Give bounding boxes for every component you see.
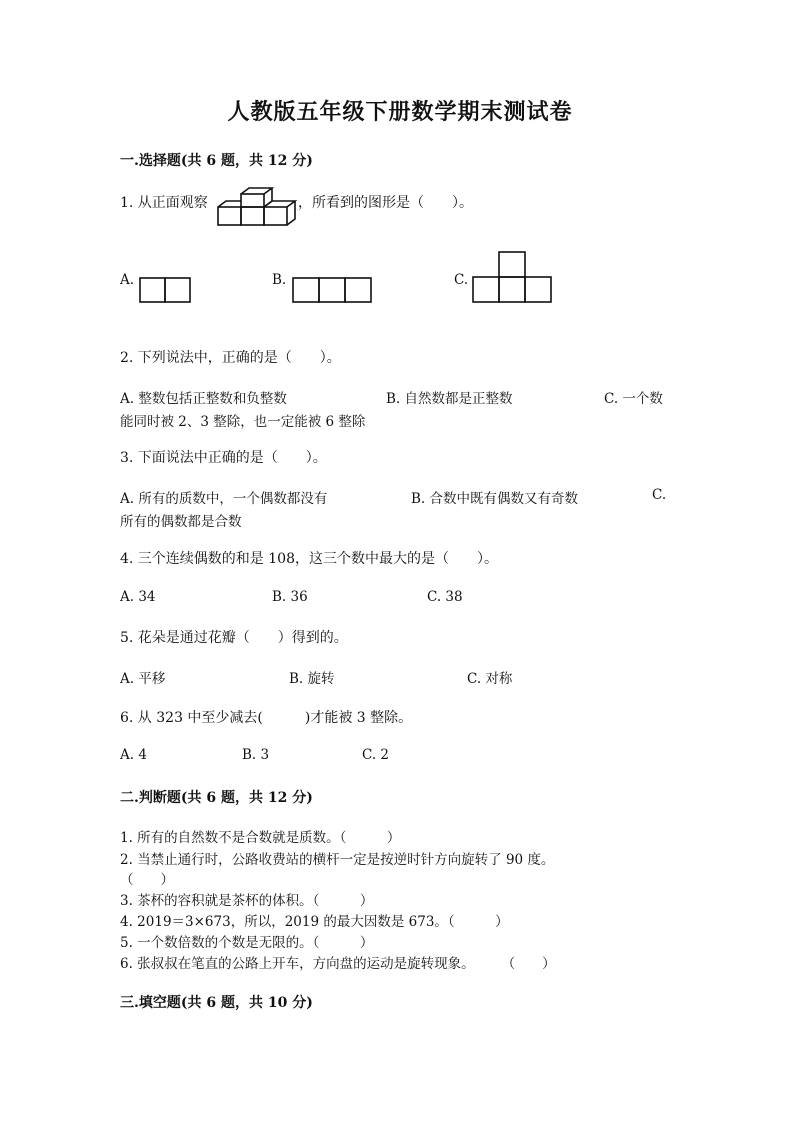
- section-heading-fill-blank: 三.填空题(共 6 题，共 10 分): [120, 995, 313, 1011]
- section-heading-choice: 一.选择题(共 6 题，共 12 分): [120, 153, 313, 169]
- section-heading-judgment: 二.判断题(共 6 题，共 12 分): [120, 790, 313, 806]
- q1-option-c-label: C.: [454, 272, 469, 288]
- q3-option-a: A. 所有的质数中，一个偶数都没有: [120, 491, 328, 507]
- q4-option-b: B. 36: [272, 589, 308, 605]
- question-1-prefix: 1. 从正面观察: [120, 195, 208, 211]
- q5-option-b: B. 旋转: [289, 671, 335, 687]
- judgment-item-continued: （ ）: [120, 872, 174, 888]
- q5-option-a: A. 平移: [120, 671, 166, 687]
- judgment-item: 1. 所有的自然数不是合数就是质数。（ ）: [120, 830, 401, 846]
- question-1-suffix: ，所看到的图形是（ ）。: [298, 195, 473, 211]
- q1-option-b-figure: [292, 277, 372, 303]
- q3-option-b: B. 合数中既有偶数又有奇数: [411, 491, 579, 507]
- q4-option-c: C. 38: [427, 589, 463, 605]
- q4-option-a: A. 34: [120, 589, 156, 605]
- judgment-item: 2. 当禁止通行时，公路收费站的横杆一定是按逆时针方向旋转了 90 度。: [120, 852, 555, 868]
- q6-option-a: A. 4: [120, 747, 147, 763]
- q1-option-c-figure: [472, 251, 552, 303]
- q2-option-c: C. 一个数: [604, 391, 663, 407]
- q2-option-a: A. 整数包括正整数和负整数: [120, 391, 287, 407]
- question-3: 3. 下面说法中正确的是（ ）。: [120, 450, 327, 466]
- question-2: 2. 下列说法中，正确的是（ ）。: [120, 350, 341, 366]
- judgment-item: 5. 一个数倍数的个数是无限的。（ ）: [120, 935, 374, 951]
- page-title: 人教版五年级下册数学期末测试卷: [227, 99, 573, 125]
- q2-option-b: B. 自然数都是正整数: [386, 391, 513, 407]
- q1-option-b-label: B.: [272, 272, 287, 288]
- q6-option-b: B. 3: [242, 747, 270, 763]
- q6-option-c: C. 2: [362, 747, 390, 763]
- cube-stack-figure: [218, 186, 298, 228]
- question-5: 5. 花朵是通过花瓣（ ）得到的。: [120, 630, 348, 646]
- q1-option-a-label: A.: [120, 272, 135, 288]
- q3-option-c: C.: [652, 487, 667, 503]
- q1-option-a-figure: [139, 277, 191, 303]
- q2-option-c-continued: 能同时被 2、3 整除，也一定能被 6 整除: [120, 414, 366, 430]
- judgment-item: 4. 2019＝3×673，所以，2019 的最大因数是 673。（ ）: [120, 914, 509, 930]
- judgment-item: 3. 茶杯的容积就是茶杯的体积。（ ）: [120, 893, 374, 909]
- question-4: 4. 三个连续偶数的和是 108，这三个数中最大的是（ ）。: [120, 551, 498, 567]
- judgment-item: 6. 张叔叔在笔直的公路上开车，方向盘的运动是旋转现象。 （ ）: [120, 956, 556, 972]
- question-6: 6. 从 323 中至少减去( )才能被 3 整除。: [120, 710, 413, 726]
- q5-option-c: C. 对称: [467, 671, 513, 687]
- q3-option-c-continued: 所有的偶数都是合数: [120, 514, 242, 530]
